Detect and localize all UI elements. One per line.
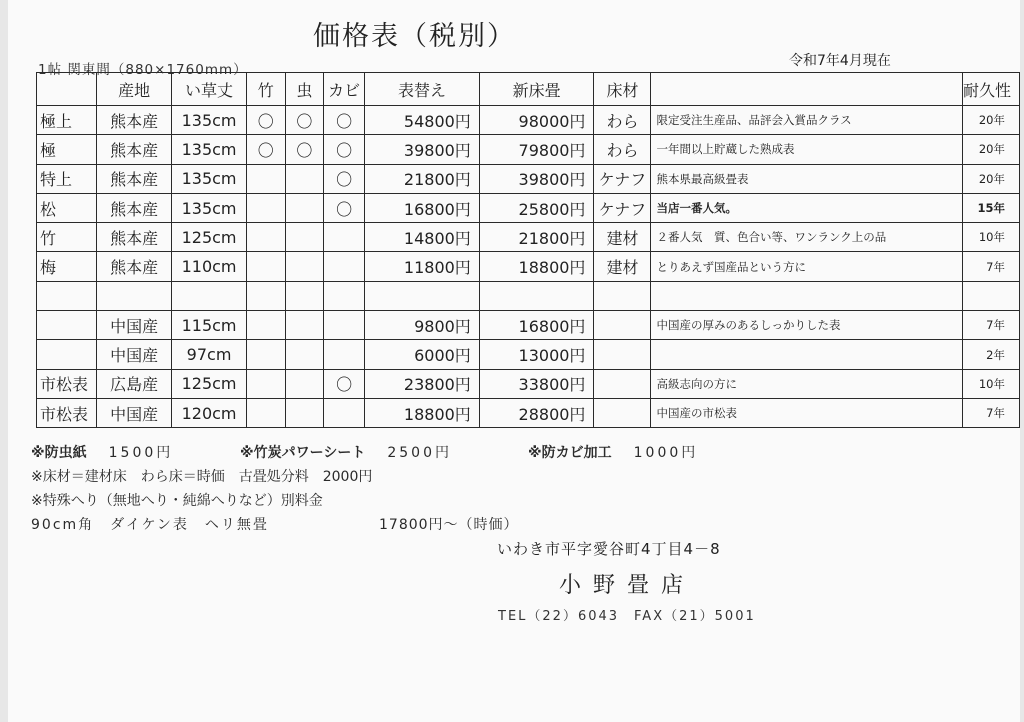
origin-cell: 熊本産 <box>97 193 172 222</box>
table-row <box>37 135 1020 164</box>
note-cell: 一年間以上貯蔵した熟成表 <box>651 135 962 164</box>
shindoko-price-cell: 13000円 <box>479 340 594 369</box>
footer-line-2: ※床材＝建材床 わら床＝時価 古畳処分料 2000円 <box>31 469 373 485</box>
mushi-cell <box>285 252 324 281</box>
table-row <box>37 311 1020 340</box>
tokozai-cell <box>594 369 651 398</box>
shop-address: いわき市平字愛谷町4丁目4－8 <box>497 540 721 558</box>
note-cell: 高級志向の方に <box>651 369 962 398</box>
omotegae-price-cell: 11800円 <box>365 252 480 281</box>
footer-line-4b: 17800円～（時価） <box>379 517 519 533</box>
note-cell: 当店一番人気。 <box>651 193 962 222</box>
grade-cell <box>37 281 97 310</box>
tokozai-cell <box>594 340 651 369</box>
note-cell: ２番人気 質、色合い等、ワンランク上の品 <box>651 223 962 252</box>
tokozai-cell <box>594 311 651 340</box>
header-cell: 床材 <box>594 73 651 106</box>
origin-cell: 熊本産 <box>97 164 172 193</box>
kabi-cell: 〇 <box>324 106 365 135</box>
length-cell: 135cm <box>172 135 247 164</box>
shop-name: 小野畳店 <box>559 573 696 598</box>
take-cell <box>246 340 285 369</box>
length-cell: 120cm <box>172 398 247 427</box>
note-cell: 限定受注生産品、品評会入賞品クラス <box>651 106 962 135</box>
durability-cell: 15年 <box>962 193 1019 222</box>
table-row <box>37 164 1020 193</box>
shindoko-price-cell: 16800円 <box>479 311 594 340</box>
grade-cell <box>37 340 97 369</box>
price-sheet <box>8 0 1020 722</box>
kabi-cell <box>324 252 365 281</box>
omotegae-price-cell: 54800円 <box>365 106 480 135</box>
mushi-cell <box>285 193 324 222</box>
take-cell <box>246 311 285 340</box>
grade-cell: 市松表 <box>37 398 97 427</box>
durability-cell <box>962 281 1019 310</box>
table-row <box>37 193 1020 222</box>
header-cell <box>37 73 97 106</box>
header-cell: カビ <box>324 73 365 106</box>
durability-cell: 7年 <box>962 398 1019 427</box>
size-note: 1帖 関東間（880×1760mm） <box>38 62 248 78</box>
tokozai-cell: 建材 <box>594 252 651 281</box>
mushi-cell <box>285 281 324 310</box>
durability-cell: 7年 <box>962 252 1019 281</box>
header-cell: 新床畳 <box>479 73 594 106</box>
header-cell: 耐久性 <box>962 73 1019 106</box>
take-cell <box>246 252 285 281</box>
footer-item-label: ※竹炭パワーシート <box>240 445 366 461</box>
footer-item-price: 2500円 <box>387 445 452 461</box>
omotegae-price-cell: 6000円 <box>365 340 480 369</box>
omotegae-price-cell: 39800円 <box>365 135 480 164</box>
table-row <box>37 340 1020 369</box>
kabi-cell <box>324 311 365 340</box>
origin-cell: 中国産 <box>97 398 172 427</box>
origin-cell: 中国産 <box>97 340 172 369</box>
shindoko-price-cell: 33800円 <box>479 369 594 398</box>
durability-cell: 20年 <box>962 106 1019 135</box>
footer-line-1 <box>31 442 173 462</box>
kabi-cell <box>324 340 365 369</box>
tokozai-cell <box>594 281 651 310</box>
table-row <box>37 106 1020 135</box>
mushi-cell <box>285 223 324 252</box>
mushi-cell <box>285 369 324 398</box>
mushi-cell: 〇 <box>285 135 324 164</box>
shindoko-price-cell: 21800円 <box>479 223 594 252</box>
grade-cell: 松 <box>37 193 97 222</box>
durability-cell: 10年 <box>962 369 1019 398</box>
shindoko-price-cell: 25800円 <box>479 193 594 222</box>
length-cell: 135cm <box>172 193 247 222</box>
take-cell <box>246 369 285 398</box>
header-cell: 産地 <box>97 73 172 106</box>
note-cell: 中国産の市松表 <box>651 398 962 427</box>
note-cell <box>651 340 962 369</box>
take-cell <box>246 164 285 193</box>
table-row <box>37 398 1020 427</box>
tokozai-cell <box>594 398 651 427</box>
tokozai-cell: わら <box>594 135 651 164</box>
header-cell: 表替え <box>365 73 480 106</box>
durability-cell: 10年 <box>962 223 1019 252</box>
shindoko-price-cell: 79800円 <box>479 135 594 164</box>
table-row <box>37 281 1020 310</box>
table-row <box>37 252 1020 281</box>
footer-item-price: 1000円 <box>633 445 699 461</box>
length-cell: 135cm <box>172 106 247 135</box>
table-header-row <box>37 73 1020 106</box>
date-note: 令和7年4月現在 <box>789 53 891 69</box>
length-cell: 125cm <box>172 223 247 252</box>
take-cell: 〇 <box>246 135 285 164</box>
grade-cell: 竹 <box>37 223 97 252</box>
tokozai-cell: わら <box>594 106 651 135</box>
kabi-cell: 〇 <box>324 164 365 193</box>
omotegae-price-cell: 23800円 <box>365 369 480 398</box>
footer-line-4a: 90cm角 ダイケン表 ヘリ無畳 <box>31 517 269 533</box>
durability-cell: 20年 <box>962 135 1019 164</box>
length-cell: 135cm <box>172 164 247 193</box>
mushi-cell <box>285 398 324 427</box>
durability-cell: 20年 <box>962 164 1019 193</box>
tokozai-cell: ケナフ <box>594 164 651 193</box>
origin-cell: 熊本産 <box>97 252 172 281</box>
origin-cell <box>97 281 172 310</box>
length-cell: 125cm <box>172 369 247 398</box>
footer-item-price: 1500円 <box>108 445 174 461</box>
origin-cell: 熊本産 <box>97 223 172 252</box>
header-cell: 虫 <box>285 73 324 106</box>
durability-cell: 7年 <box>962 311 1019 340</box>
grade-cell: 特上 <box>37 164 97 193</box>
tokozai-cell: ケナフ <box>594 193 651 222</box>
footer-line-1c <box>528 442 698 462</box>
grade-cell: 極上 <box>37 106 97 135</box>
shindoko-price-cell: 98000円 <box>479 106 594 135</box>
note-cell <box>651 281 962 310</box>
footer-item-label: ※防カビ加工 <box>528 445 612 461</box>
shindoko-price-cell <box>479 281 594 310</box>
take-cell <box>246 193 285 222</box>
price-table <box>36 72 1020 428</box>
footer-line-1b <box>240 442 452 462</box>
shindoko-price-cell: 18800円 <box>479 252 594 281</box>
length-cell: 110cm <box>172 252 247 281</box>
take-cell <box>246 398 285 427</box>
length-cell <box>172 281 247 310</box>
take-cell: 〇 <box>246 106 285 135</box>
mushi-cell <box>285 311 324 340</box>
origin-cell: 熊本産 <box>97 106 172 135</box>
grade-cell: 梅 <box>37 252 97 281</box>
length-cell: 115cm <box>172 311 247 340</box>
page-title: 価格表（税別） <box>313 21 516 52</box>
kabi-cell <box>324 223 365 252</box>
grade-cell: 市松表 <box>37 369 97 398</box>
shindoko-price-cell: 28800円 <box>479 398 594 427</box>
header-cell <box>651 73 962 106</box>
kabi-cell: 〇 <box>324 193 365 222</box>
durability-cell: 2年 <box>962 340 1019 369</box>
note-cell: 中国産の厚みのあるしっかりした表 <box>651 311 962 340</box>
table-row <box>37 369 1020 398</box>
take-cell <box>246 223 285 252</box>
grade-cell: 極 <box>37 135 97 164</box>
take-cell <box>246 281 285 310</box>
omotegae-price-cell: 18800円 <box>365 398 480 427</box>
mushi-cell <box>285 164 324 193</box>
header-cell: 竹 <box>246 73 285 106</box>
kabi-cell <box>324 398 365 427</box>
omotegae-price-cell: 14800円 <box>365 223 480 252</box>
origin-cell: 中国産 <box>97 311 172 340</box>
origin-cell: 熊本産 <box>97 135 172 164</box>
origin-cell: 広島産 <box>97 369 172 398</box>
mushi-cell: 〇 <box>285 106 324 135</box>
grade-cell <box>37 311 97 340</box>
kabi-cell: 〇 <box>324 369 365 398</box>
kabi-cell: 〇 <box>324 135 365 164</box>
table-row <box>37 223 1020 252</box>
mushi-cell <box>285 340 324 369</box>
footer-line-3: ※特殊へり（無地へり・純綿へりなど）別料金 <box>31 493 323 509</box>
footer-item-label: ※防虫紙 <box>31 445 87 461</box>
omotegae-price-cell: 16800円 <box>365 193 480 222</box>
length-cell: 97cm <box>172 340 247 369</box>
omotegae-price-cell: 21800円 <box>365 164 480 193</box>
omotegae-price-cell <box>365 281 480 310</box>
shop-contact: TEL（22）6043 FAX（21）5001 <box>498 609 756 624</box>
omotegae-price-cell: 9800円 <box>365 311 480 340</box>
note-cell: とりあえず国産品という方に <box>651 252 962 281</box>
shindoko-price-cell: 39800円 <box>479 164 594 193</box>
kabi-cell <box>324 281 365 310</box>
note-cell: 熊本県最高級畳表 <box>651 164 962 193</box>
tokozai-cell: 建材 <box>594 223 651 252</box>
header-cell: い草丈 <box>172 73 247 106</box>
